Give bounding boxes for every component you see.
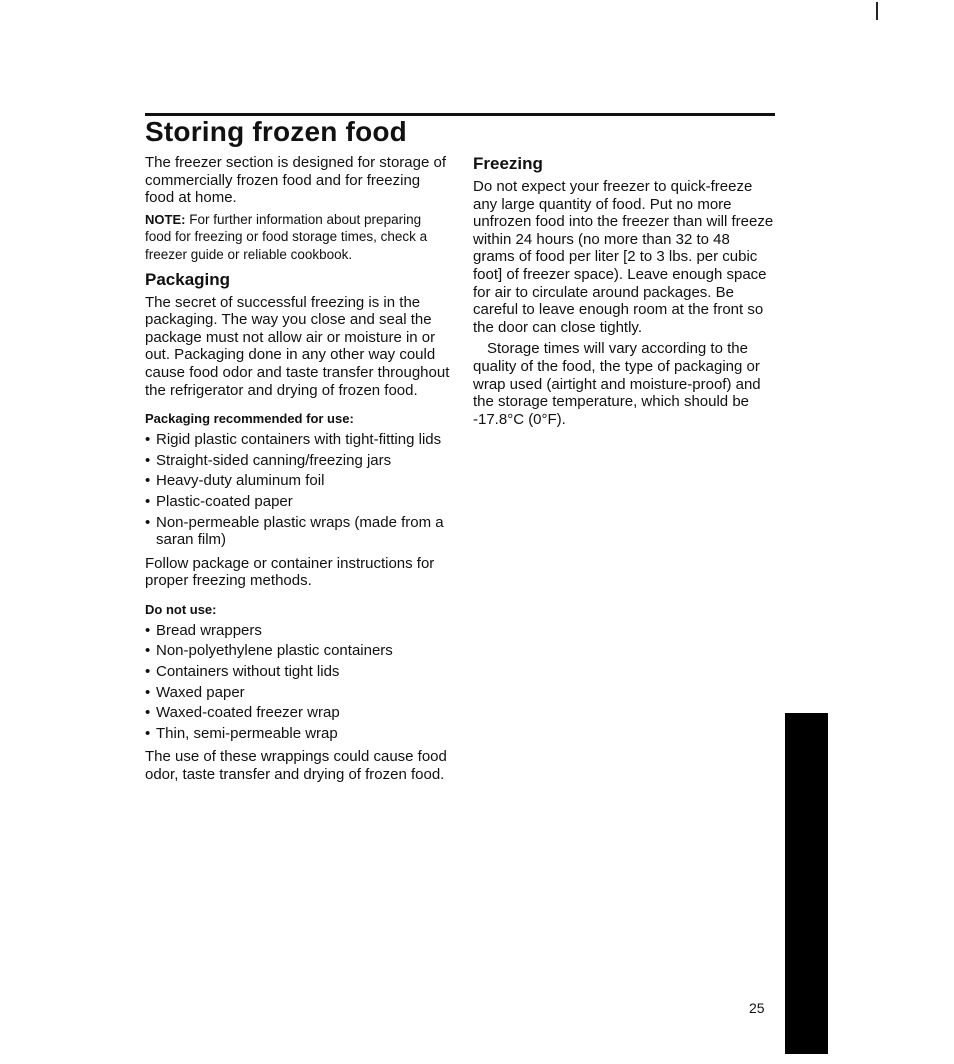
do-not-use-list — [145, 622, 451, 743]
closing-paragraph: The use of these wrappings could cause food odor, taste transfer and drying of frozen food. — [145, 748, 447, 784]
page-number: 25 — [749, 1000, 765, 1016]
section-tab-marker — [785, 713, 828, 1054]
page-title: Storing frozen food — [145, 116, 407, 147]
page-edge-mark — [876, 2, 878, 20]
list-item: • Containers without tight lids — [145, 663, 451, 681]
note-label: NOTE: — [145, 211, 186, 227]
right-column — [473, 154, 775, 432]
list-item: • Straight-sided canning/freezing jars — [145, 452, 451, 470]
packaging-heading: Packaging — [145, 269, 231, 289]
intro-paragraph: The freezer section is designed for storage of commercially frozen food and for freezing food at home. — [145, 154, 446, 207]
list-item: • Non-permeable plastic wraps (made from a saran film) — [145, 514, 451, 549]
left-column — [145, 154, 451, 788]
list-item: • Waxed paper — [145, 684, 451, 702]
list-item: • Thin, semi-permeable wrap — [145, 725, 451, 743]
freezing-heading: Freezing — [473, 154, 543, 173]
freezing-paragraph: Do not expect your freezer to quick-freeze any large quantity of food. Put no more unfrozen food into the freezer than will freeze within 24 hours (no more than 32 to 48 grams of food per liter [2 to 3 lbs. per cubic foot] of freezer space). Leave enough space for air to circulate around packages. Be careful to leave enough room at the front so the door can close tightly. — [473, 178, 774, 336]
do-not-use-heading: Do not use: — [145, 601, 217, 617]
note-paragraph — [145, 211, 451, 264]
recommended-list — [145, 431, 451, 549]
list-item: • Heavy-duty aluminum foil — [145, 472, 451, 490]
recommended-heading: Packaging recommended for use: — [145, 411, 354, 427]
note-text: For further information about preparing food for freezing or food storage times, check a freezer guide or reliable cookbook. — [145, 211, 428, 262]
follow-instructions-text: Follow package or container instructions for proper freezing methods. — [145, 554, 435, 590]
list-item: • Non-polyethylene plastic containers — [145, 642, 451, 660]
packaging-body: The secret of successful freezing is in the packaging. The way you close and seal the package must not allow air or moisture in or out. Packaging done in any other way could cause food odor and taste transfer throughout the refrigerator and drying of frozen food. — [145, 293, 450, 399]
list-item: • Plastic-coated paper — [145, 493, 451, 511]
list-item: • Bread wrappers — [145, 622, 451, 640]
storage-times-paragraph: Storage times will vary according to the quality of the food, the type of packaging or wrap used (airtight and moisture-proof) and the storage temperature, which should be -17.8°C (0°F). — [473, 340, 761, 428]
list-item: • Waxed-coated freezer wrap — [145, 704, 451, 722]
list-item: • Rigid plastic containers with tight-fitting lids — [145, 431, 451, 449]
